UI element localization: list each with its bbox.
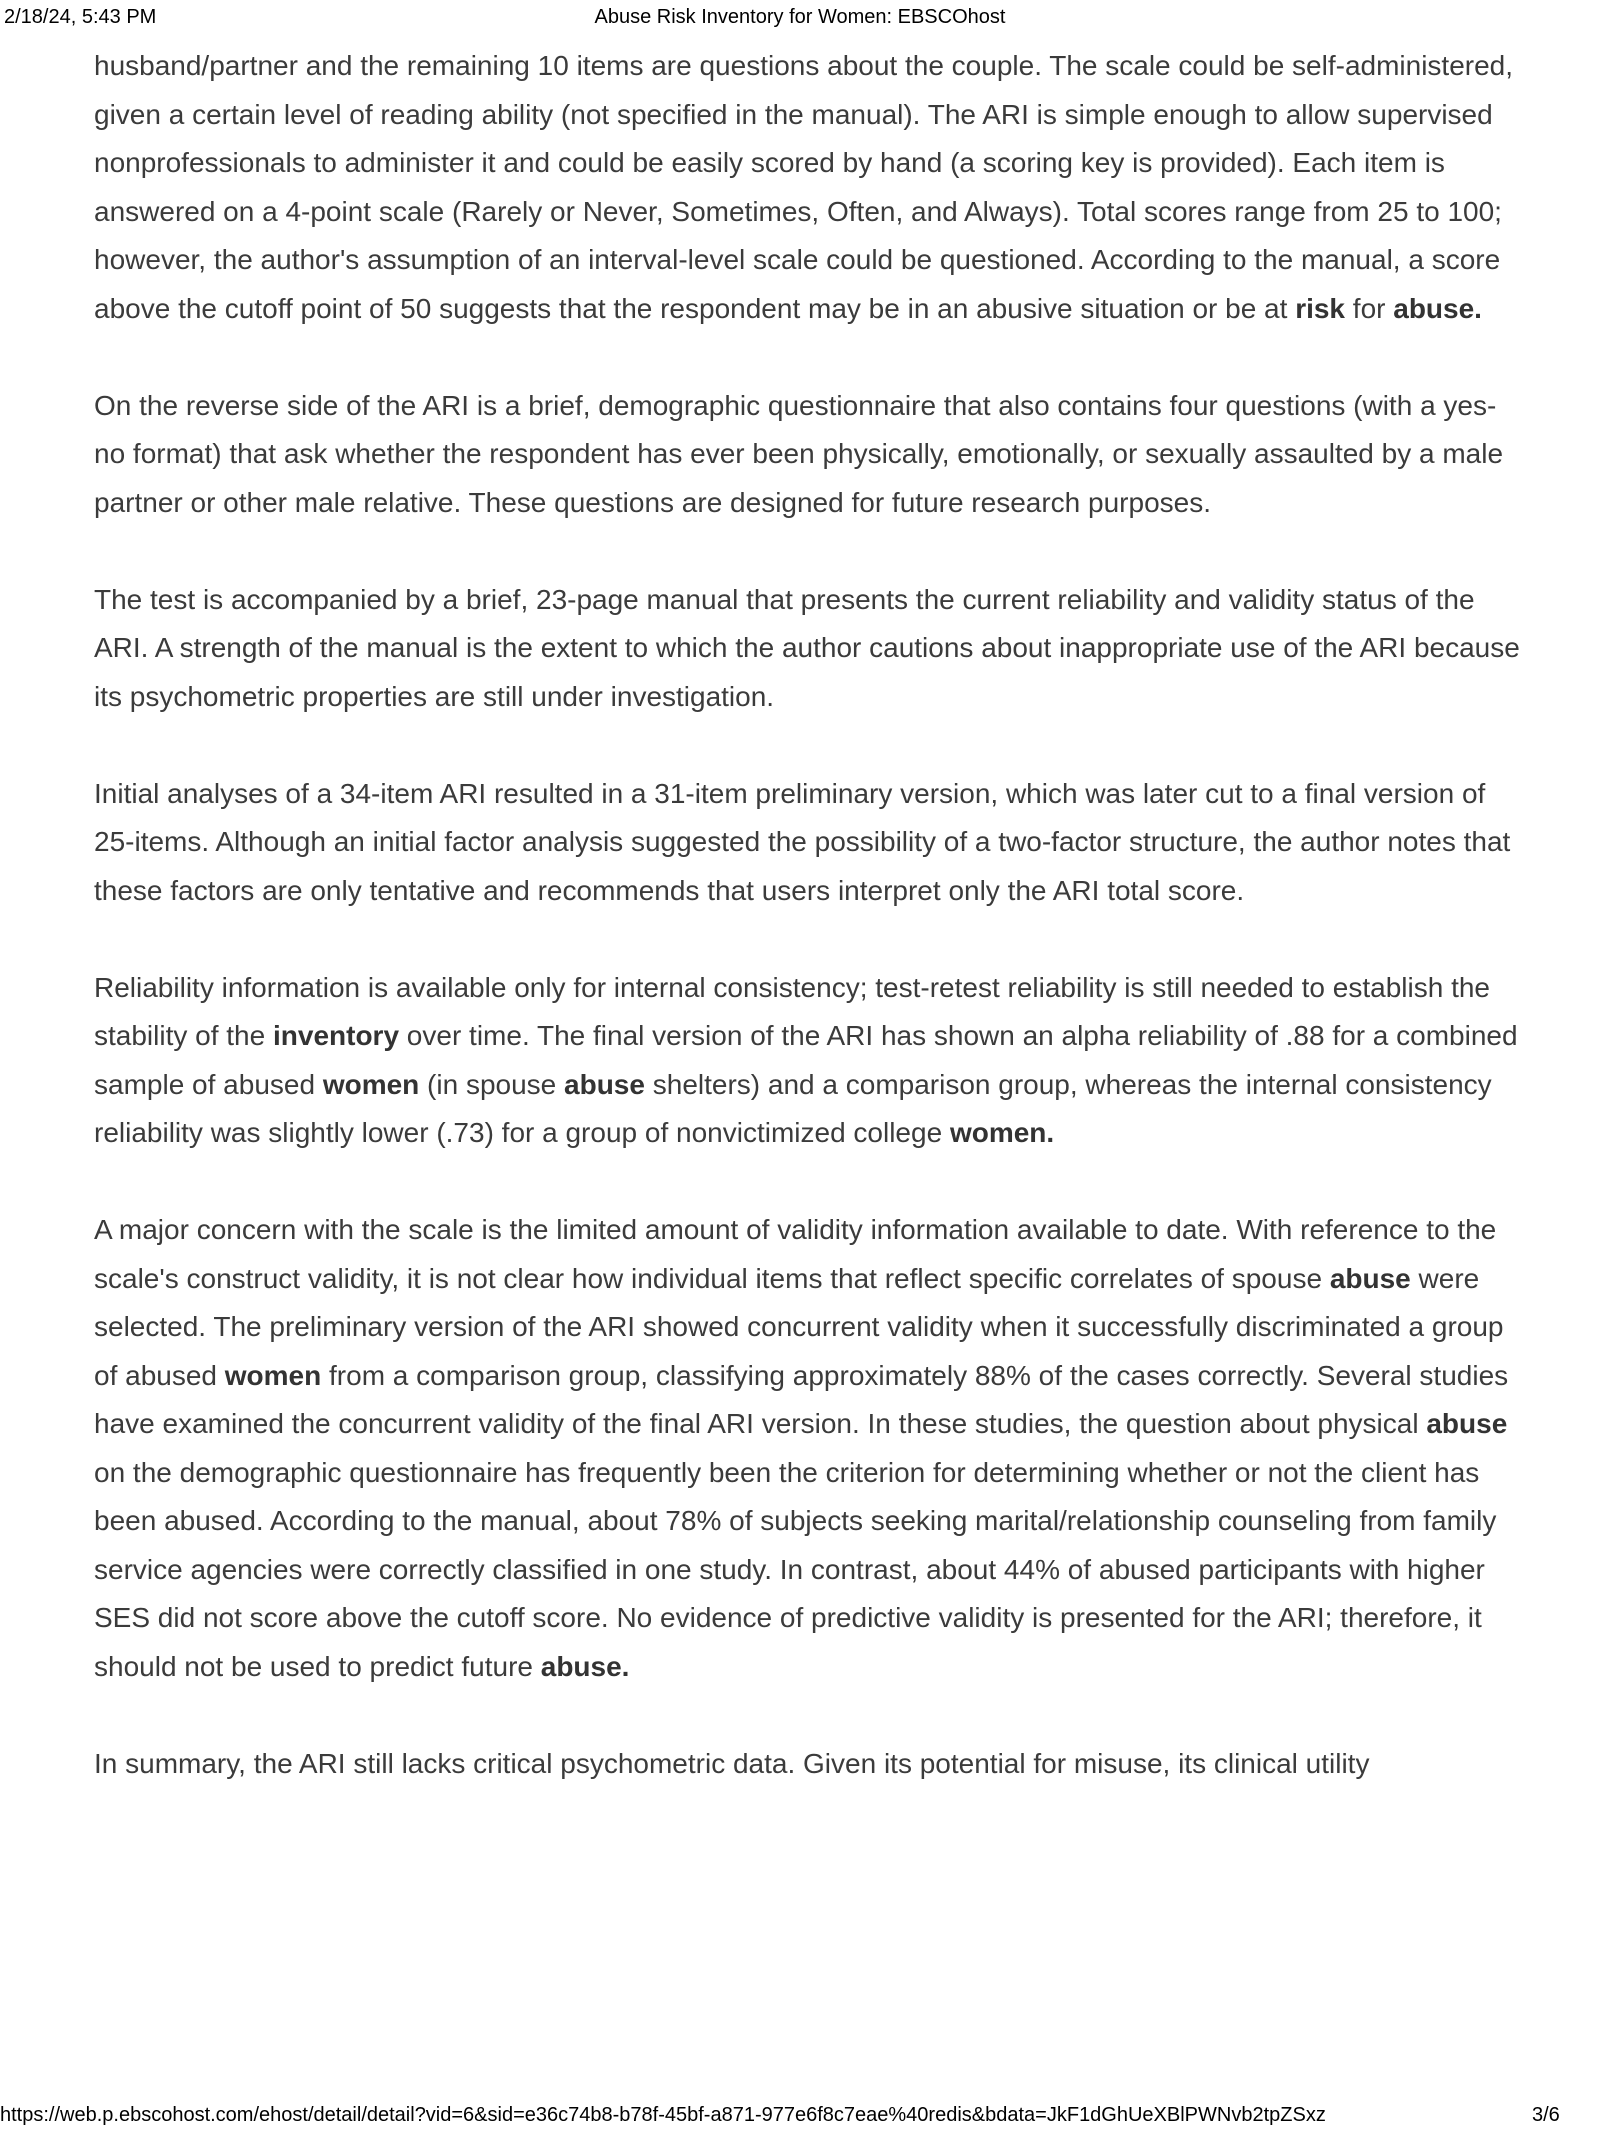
search-term-highlight: abuse. bbox=[540, 1650, 630, 1682]
article-body bbox=[94, 42, 1524, 1837]
search-term-highlight: risk bbox=[1295, 292, 1346, 324]
print-page-title: Abuse Risk Inventory for Women: EBSCOhost bbox=[594, 6, 1006, 28]
paragraph-reliability: Reliability information is available only for internal consistency; test-retest reliability is still needed to establish the stability of the inventory over time. The final version of the ARI has shown an alpha reliability of .88 for a combined sample of abused women (in spouse abuse shelters) and a comparison group, whereas the internal consistency reliability was slightly lower (.73) for a group of nonvictimized college women. bbox=[94, 971, 1518, 1148]
search-term-highlight: abuse. bbox=[1393, 292, 1482, 324]
print-header bbox=[4, 6, 1596, 30]
paragraph-scale-description: husband/partner and the remaining 10 items are questions about the couple. The scale could be self-administered, given a certain level of reading ability (not specified in the manual). The ARI is simple enough to allow supervised nonprofessionals to administer it and could be easily scored by hand (a scoring key is provided). Each item is answered on a 4-point scale (Rarely or Never, Sometimes, Often, and Always). Total scores range from 25 to 100; however, the author's assumption of an interval-level scale could be questioned. According to the manual, a score above the cutoff point of 50 suggests that the respondent may be in an abusive situation or be at risk for abuse. bbox=[94, 50, 1514, 324]
search-term-highlight: women bbox=[224, 1359, 322, 1391]
search-term-highlight: abuse bbox=[564, 1068, 645, 1100]
search-term-highlight: abuse bbox=[1329, 1262, 1411, 1294]
paragraph-initial-analyses: Initial analyses of a 34-item ARI resulted in a 31-item preliminary version, which was later cut to a final version of 25-items. Although an initial factor analysis suggested the possibility of a two-factor structure, the author notes that these factors are only tentative and recommends that users interpret only the ARI total score. bbox=[94, 777, 1511, 906]
paragraph-validity: A major concern with the scale is the limited amount of validity information available to date. With reference to the scale's construct validity, it is not clear how individual items that reflect specific correlates of spouse abuse were selected. The preliminary version of the ARI showed concurrent validity when it successfully discriminated a group of abused women from a comparison group, classifying approximately 88% of the cases correctly. Several studies have examined the concurrent validity of the final ARI version. In these studies, the question about physical abuse on the demographic questionnaire has frequently been the criterion for determining whether or not the client has been abused. According to the manual, about 78% of subjects seeking marital/relationship counseling from family service agencies were correctly classified in one study. In contrast, about 44% of abused participants with higher SES did not score above the cutoff score. No evidence of predictive validity is presented for the ARI; therefore, it should not be used to predict future abuse. bbox=[94, 1214, 1509, 1682]
print-datetime: 2/18/24, 5:43 PM bbox=[4, 6, 157, 28]
search-term-highlight: women bbox=[322, 1068, 420, 1100]
print-footer bbox=[0, 2104, 1600, 2134]
search-term-highlight: inventory bbox=[272, 1020, 400, 1051]
print-url: https://web.p.ebscohost.com/ehost/detail/detail?vid=6&sid=e36c74b8-b78f-45bf-a871-977e6f8c7eae%40redis&bdata=JkF1dGhUeXBlPWNvb2tpZSxz bbox=[0, 2104, 1326, 2126]
search-term-highlight: women. bbox=[949, 1117, 1055, 1148]
paragraph-manual: The test is accompanied by a brief, 23-page manual that presents the current reliability and validity status of the ARI. A strength of the manual is the extent to which the author cautions about inappropriate use of the ARI because its psychometric properties are still under investigation. bbox=[94, 583, 1520, 712]
search-term-highlight: abuse bbox=[1426, 1408, 1508, 1439]
print-page-number: 3/6 bbox=[1532, 2104, 1560, 2126]
paragraph-demographic-questionnaire: On the reverse side of the ARI is a brief, demographic questionnaire that also contains four questions (with a yes-no format) that ask whether the respondent has ever been physically, emotionally, or sexually assaulted by a male partner or other male relative. These questions are designed for future research purposes. bbox=[94, 389, 1504, 518]
paragraph-summary: In summary, the ARI still lacks critical psychometric data. Given its potential for misuse, its clinical utility bbox=[94, 1747, 1370, 1779]
